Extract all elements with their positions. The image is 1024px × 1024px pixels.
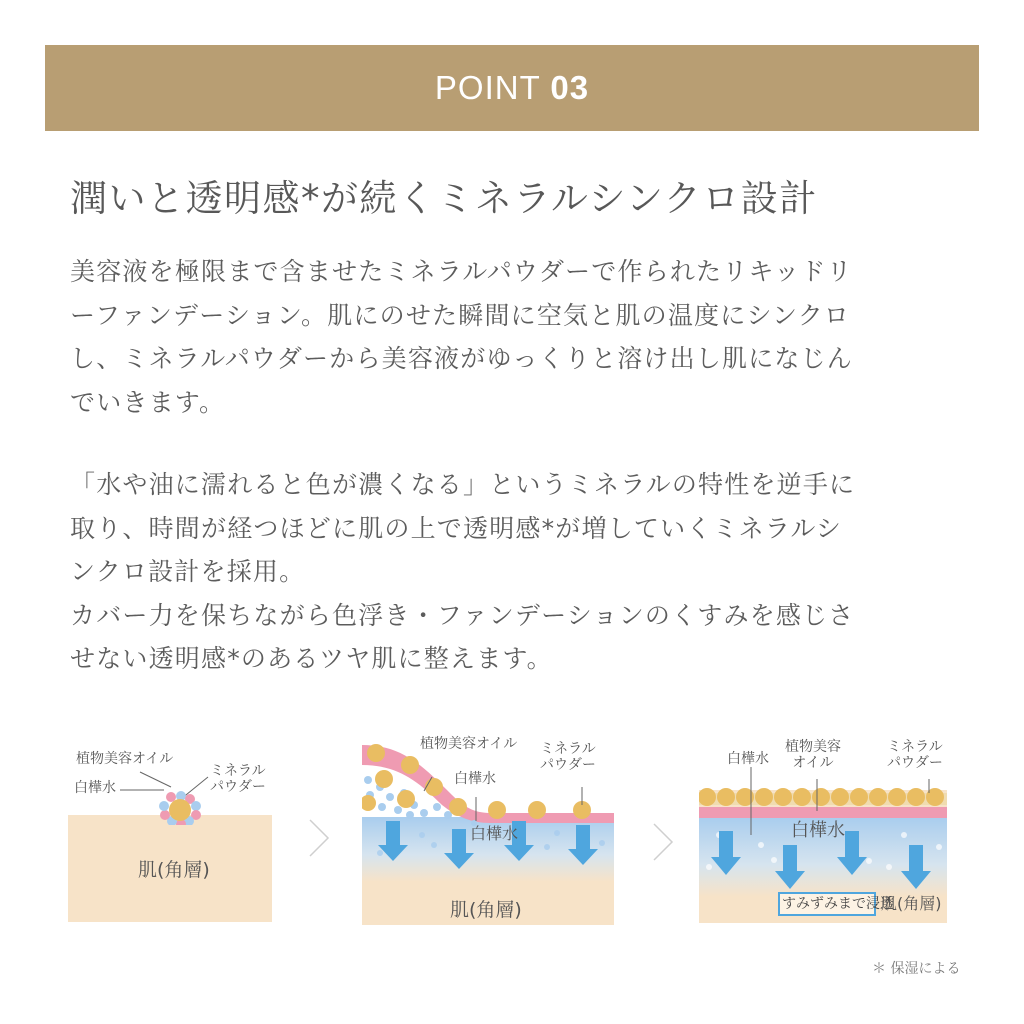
paragraph-line: ンクロ設計を採用。 <box>70 557 306 586</box>
point-banner <box>45 45 979 131</box>
paragraph-line: せない透明感*のあるツヤ肌に整えます。 <box>70 644 553 673</box>
water-layer-label: 白樺水 <box>470 824 519 843</box>
skin-label: 肌(角層) <box>450 899 522 921</box>
point-title: POINT 03 <box>434 69 590 106</box>
paragraph-line: 美容液を極限まで含ませたミネラルパウダーで作られたリキッドリ <box>70 257 853 286</box>
oil-label: 植物美容 オイル <box>785 739 841 772</box>
water-label: 白樺水 <box>454 771 496 787</box>
chevron-right-icon <box>308 818 330 858</box>
footnote: ＊ 保湿による <box>872 961 961 977</box>
water-layer-label: 白樺水 <box>791 820 845 841</box>
water-label: 白樺水 <box>727 751 769 767</box>
paragraph-line: でいきます。 <box>70 387 226 417</box>
skin-label: 肌(角層) <box>138 859 210 881</box>
oil-label: 植物美容オイル <box>420 736 518 752</box>
powder-label: ミネラル パウダー <box>540 741 596 774</box>
paragraph-line: し、ミネラルパウダーから美容液がゆっくりと溶け出し肌になじん <box>70 344 854 373</box>
diagram-step-1 <box>68 735 298 925</box>
section-headline: 潤いと透明感*が続くミネラルシンクロ設計 <box>70 177 818 220</box>
paragraph-line: 取り、時間が経つほどに肌の上で透明感*が増していくミネラルシ <box>70 513 843 543</box>
paragraph-line: ーファンデーション。肌にのせた瞬間に空気と肌の温度にシンクロ <box>70 300 851 330</box>
diagram-step-3 <box>699 735 947 925</box>
water-label: 白樺水 <box>74 780 116 796</box>
powder-label: ミネラル パウダー <box>210 763 266 796</box>
paragraph-line: 「水や油に濡れると色が濃くなる」というミネラルの特性を逆手に <box>70 470 856 499</box>
paragraph-line: カバー力を保ちながら色浮き・ファンデーションのくすみを感じさ <box>70 600 855 630</box>
powder-particle-icon <box>68 735 298 825</box>
skin-label: 肌(角層) <box>881 894 942 913</box>
paragraph-2 <box>70 463 950 681</box>
chevron-right-icon <box>652 822 674 862</box>
penetration-badge: すみずみまで浸透 <box>782 896 894 912</box>
paragraph-1 <box>70 250 950 424</box>
oil-label: 植物美容オイル <box>76 751 174 767</box>
diagram-step-2 <box>362 735 614 925</box>
powder-label: ミネラル パウダー <box>887 739 943 772</box>
